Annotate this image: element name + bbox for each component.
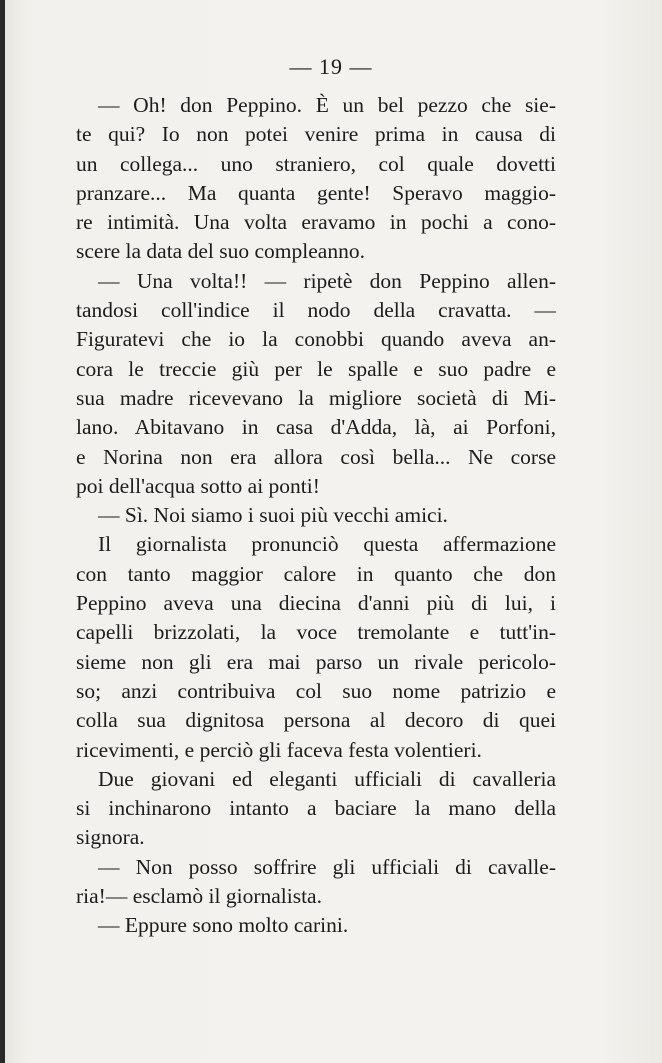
text-line: — Non posso soffrire gli ufficiali di cavalle- — [98, 854, 556, 879]
text-line: capelli brizzolati, la voce tremolante e tutt'in- — [76, 620, 556, 645]
text-line: poi dell'acqua sotto ai ponti! — [76, 473, 320, 498]
page-number: — 19 — — [289, 54, 373, 79]
text-line: so; anzi contribuiva col suo nome patrizio e — [76, 678, 556, 703]
text-line: un collega... uno straniero, col quale dovetti — [76, 151, 556, 176]
text-line: Il giornalista pronunciò questa affermazione — [98, 532, 556, 557]
text-line: sieme non gli era mai parso un rivale pericolo- — [76, 649, 556, 674]
text-line: signora. — [76, 825, 145, 850]
text-line: re intimità. Una volta eravamo in pochi a cono- — [76, 210, 556, 235]
book-spine-edge — [0, 0, 5, 1063]
text-line: pranzare... Ma quanta gente! Speravo maggio- — [76, 180, 556, 205]
text-line: ricevimenti, e perciò gli faceva festa volentieri. — [76, 737, 482, 762]
body-text — [76, 91, 556, 941]
text-line: Figuratevi che io la conobbi quando aveva an- — [76, 327, 556, 352]
text-line: Due giovani ed eleganti ufficiali di cavalleria — [98, 766, 556, 791]
text-line: con tanto maggior calore in quanto che don — [76, 561, 556, 586]
text-line: — Eppure sono molto carini. — [98, 913, 349, 938]
text-line: — Sì. Noi siamo i suoi più vecchi amici. — [98, 503, 448, 528]
text-line: e Norina non era allora così bella... Ne corse — [76, 444, 556, 469]
text-line: ria!— esclamò il giornalista. — [76, 884, 322, 909]
text-line: cora le treccie giù per le spalle e suo padre e — [76, 356, 556, 381]
text-line: Peppino aveva una diecina d'anni più di lui, i — [76, 591, 556, 616]
text-line: — Oh! don Peppino. È un bel pezzo che sie- — [98, 93, 556, 117]
text-line: scere la data del suo compleanno. — [76, 239, 365, 264]
text-line: — Una volta!! — ripetè don Peppino allen- — [98, 268, 556, 293]
text-line: te qui? Io non potei venire prima in causa di — [76, 122, 556, 147]
text-line: lano. Abitavano in casa d'Adda, là, ai Porfoni, — [76, 415, 556, 440]
text-line: tandosi coll'indice il nodo della cravatta. — — [76, 298, 556, 323]
text-line: colla sua dignitosa persona al decoro di quei — [76, 708, 556, 733]
text-line: sua madre ricevevano la migliore società di Mi- — [76, 385, 556, 410]
text-line: si inchinarono intanto a baciare la mano della — [76, 796, 556, 821]
